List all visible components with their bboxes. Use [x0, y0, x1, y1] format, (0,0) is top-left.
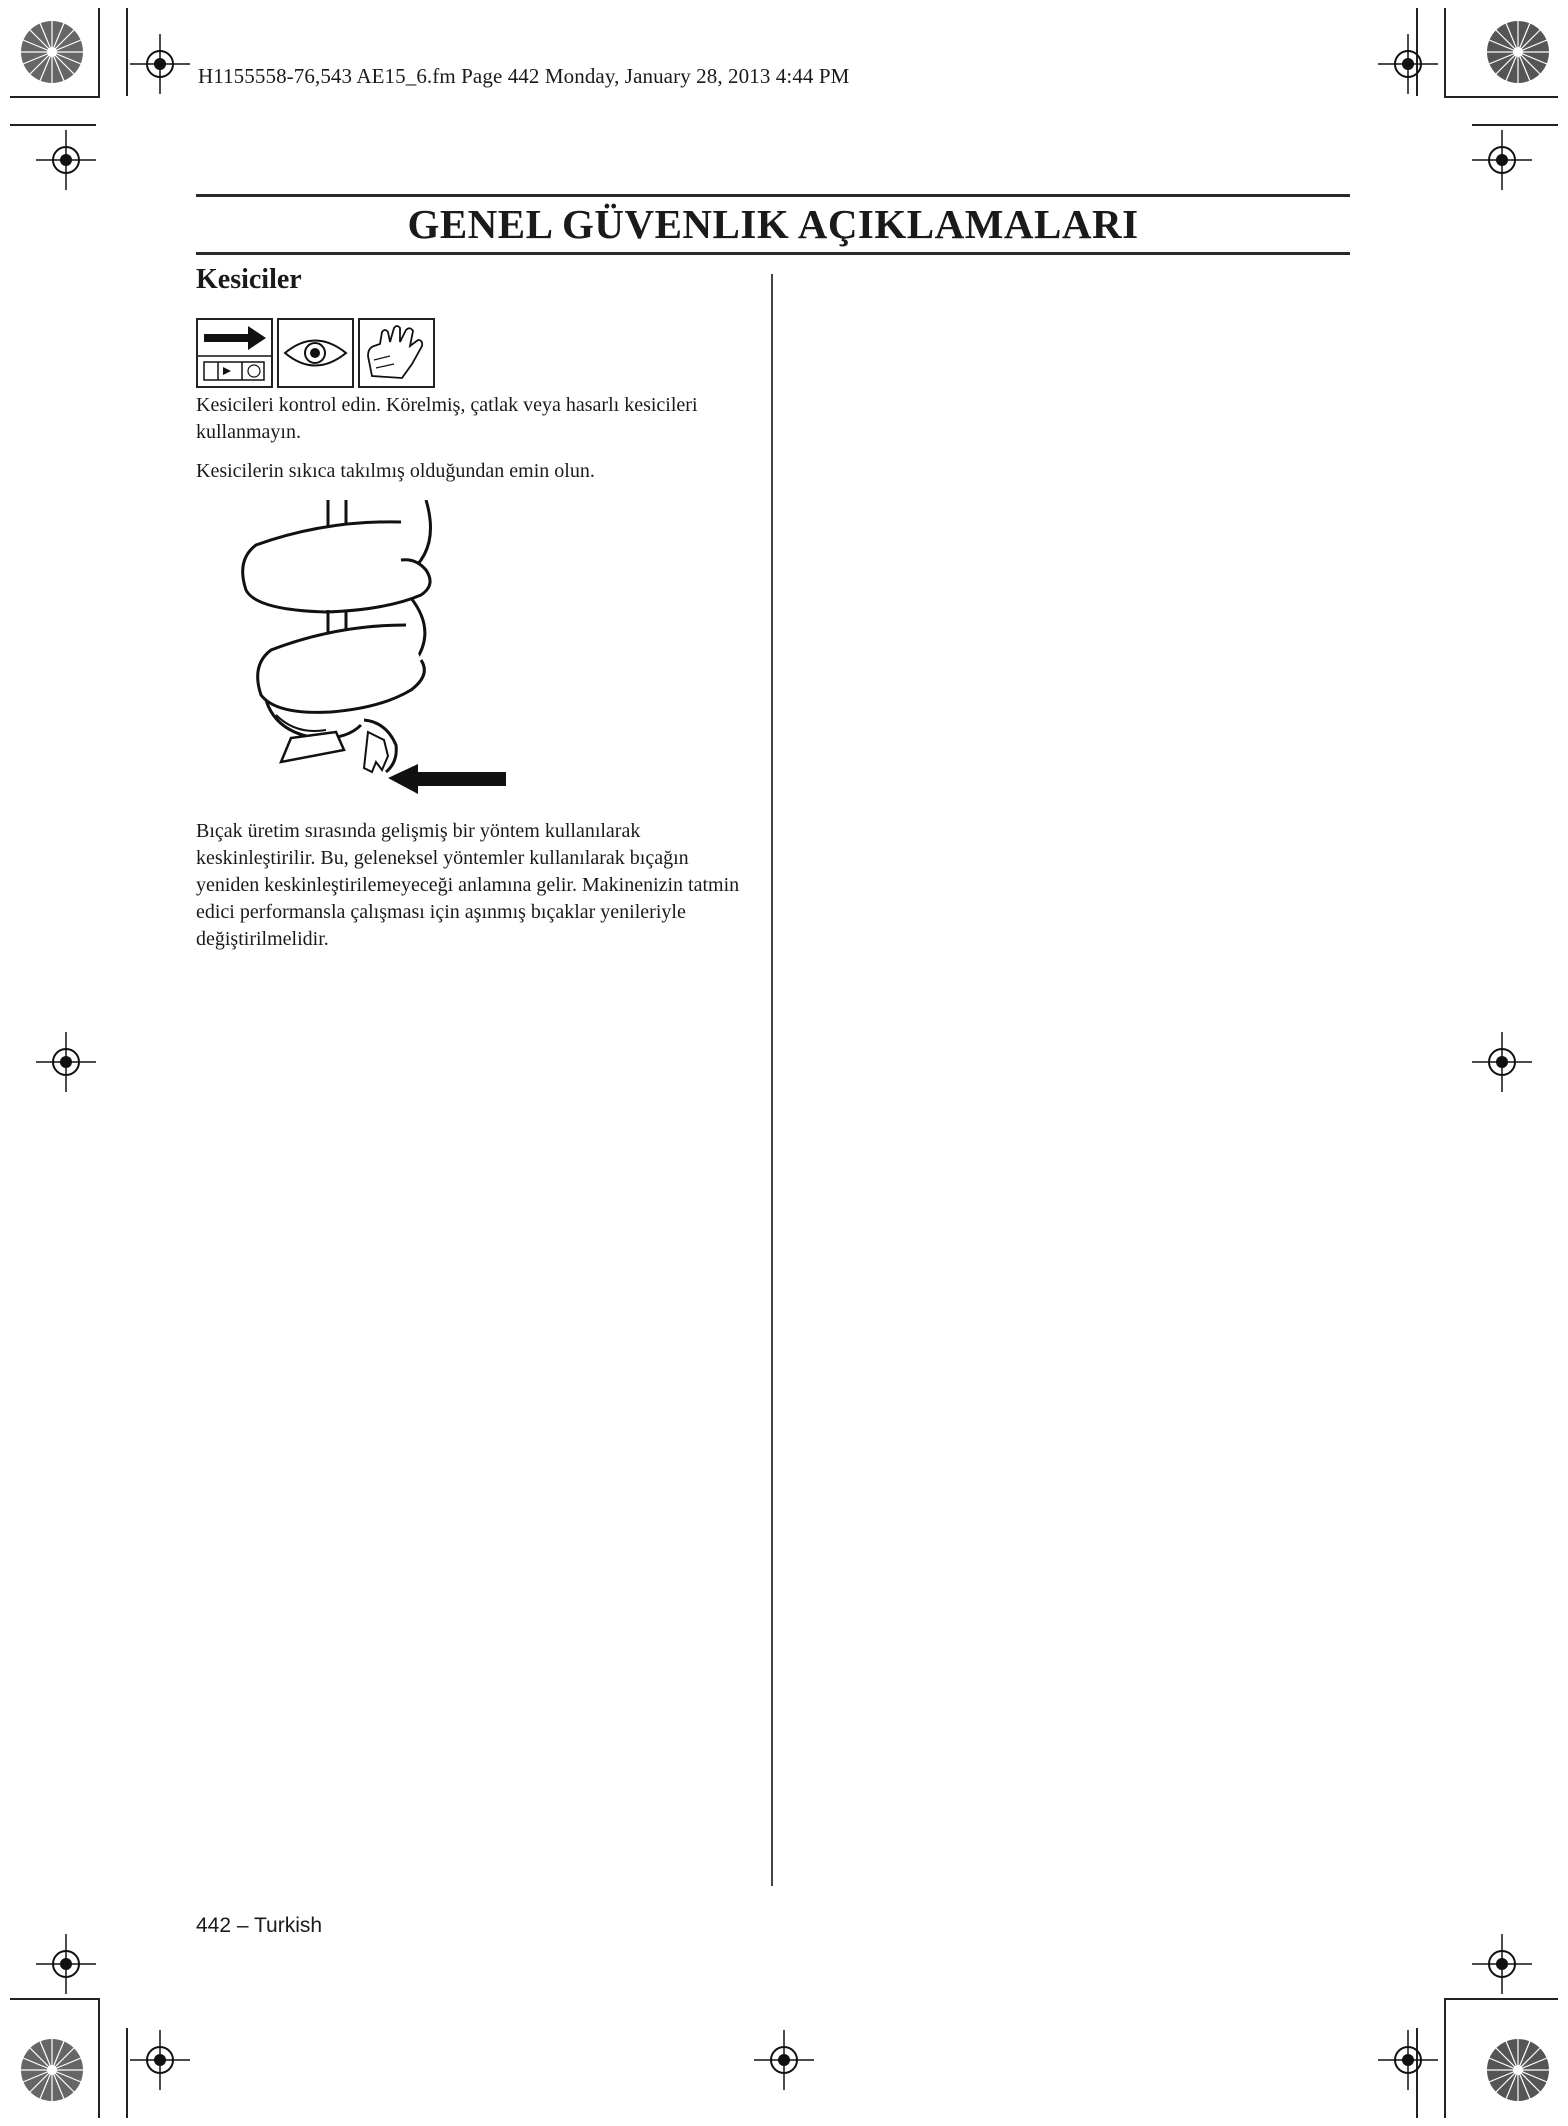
title-rule-bottom	[196, 252, 1350, 255]
registration-mark-icon	[130, 2030, 190, 2090]
crop-mark	[1444, 96, 1558, 98]
crop-mark	[1444, 1998, 1558, 2000]
auger-blade-illustration	[236, 500, 516, 810]
paragraph-blade-sharpening: Bıçak üretim sırasında gelişmiş bir yöntem kullanılarak keskinleştirilir. Bu, geleneksel yöntemler kullanılarak bıçağın yeniden keskinleştirilemeyeceği anlamına gelir. Makinenizin tatmin edici performansla çalışması için aşınmış bıçaklar yenileriyle değiştirilmelidir.	[196, 820, 740, 950]
starburst-mark-icon	[18, 18, 86, 86]
registration-mark-icon	[1472, 1032, 1532, 1092]
crop-mark	[1472, 124, 1558, 126]
crop-mark	[10, 1998, 100, 2000]
registration-mark-icon	[754, 2030, 814, 2090]
crop-mark	[98, 8, 100, 98]
registration-mark-icon	[1378, 2030, 1438, 2090]
crop-mark	[126, 8, 128, 96]
crop-mark	[98, 1998, 100, 2118]
check-schedule-icon	[196, 318, 273, 388]
registration-mark-icon	[1472, 130, 1532, 190]
crop-mark	[1444, 8, 1446, 98]
crop-mark	[10, 124, 96, 126]
paragraph-check-cutters: Kesicileri kontrol edin. Körelmiş, çatlak veya hasarlı kesicileri kullanmayın.	[196, 394, 698, 443]
registration-mark-icon	[36, 1934, 96, 1994]
starburst-mark-icon	[1484, 2036, 1552, 2104]
crop-mark	[10, 96, 100, 98]
registration-mark-icon	[130, 34, 190, 94]
crop-mark	[1444, 1998, 1446, 2118]
safety-icon-row	[196, 318, 435, 388]
registration-mark-icon	[1472, 1934, 1532, 1994]
section-heading: Kesiciler	[196, 264, 302, 295]
paragraph-secure-cutters: Kesicilerin sıkıca takılmış olduğundan emin olun.	[196, 460, 595, 482]
starburst-mark-icon	[18, 2036, 86, 2104]
column-divider	[771, 274, 773, 1886]
page-title: GENEL GÜVENLIK AÇIKLAMALARI	[407, 201, 1139, 247]
title-rule-top	[196, 194, 1350, 197]
glove-icon	[358, 318, 435, 388]
registration-mark-icon	[1378, 34, 1438, 94]
file-info-line: H1155558-76,543 AE15_6.fm Page 442 Monday, January 28, 2013 4:44 PM	[198, 64, 850, 88]
crop-mark	[126, 2028, 128, 2118]
page-number-label: 442 – Turkish	[196, 1914, 323, 1937]
registration-mark-icon	[36, 130, 96, 190]
starburst-mark-icon	[1484, 18, 1552, 86]
registration-mark-icon	[36, 1032, 96, 1092]
eye-icon	[277, 318, 354, 388]
